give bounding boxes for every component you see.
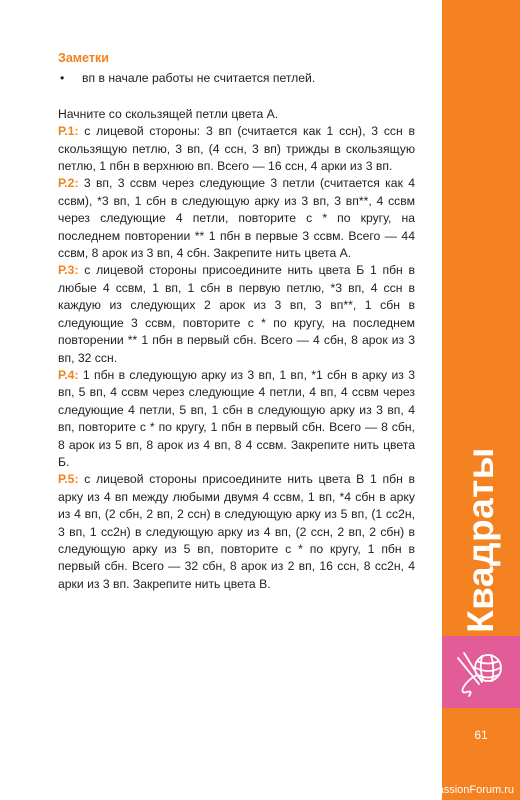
round-label: Р.2: <box>58 176 79 191</box>
round-text: с лицевой стороны: 3 вп (считается как 1 ссн), 3 ссн в скользящую петлю, 3 вп, (4 ссн, 3 вп) трижды в скользящую петлю, 1 пбн в верхнюю вп. Всего — 16 ссн, 4 арки из 3 вп. <box>58 124 415 174</box>
icon-box <box>442 636 520 708</box>
round-label: Р.5: <box>58 472 79 487</box>
round-label: Р.1: <box>58 124 79 139</box>
bullet-dot: • <box>60 71 65 86</box>
round-text: с лицевой стороны присоедините нить цвета Б 1 пбн в любые 4 ссвм, 1 вп, 1 сбн в первую петлю, *3 вп, 4 ссн в каждую из следующих 2 арок из 3 вп, 3 вп**, 1 сбн в следующие 3 ссвм, повторите с * по кругу, на последнем повторении ** 1 пбн в первый сбн. Всего — 4 сбн, 8 арок из 3 вп, 32 ссн. <box>58 263 415 365</box>
intro-text: Начните со скользящей петли цвета А. <box>58 106 279 121</box>
notes-bullet <box>58 70 415 87</box>
notes-heading: Заметки <box>58 51 109 65</box>
section-title: Квадраты <box>460 447 501 633</box>
round-label: Р.4: <box>58 367 79 382</box>
yarn-ball-icon <box>455 644 507 700</box>
round-5 <box>58 471 415 593</box>
round-text: 3 вп, 3 ссвм через следующие 3 петли (считается как 4 ссвм), *3 вп, 1 сбн в следующую арку из 3 вп, 3 вп**, 4 ссвм через следующие 4 петли, повторите с * по кругу, на последнем повторении ** 1 пбн в первые 3 ссвм. Всего — 44 ссвм, 8 арок из 3 вп, 4 сбн. Закрепите нить цвета А. <box>58 176 415 261</box>
watermark: PassionForum.ru <box>430 784 514 796</box>
round-text: с лицевой стороны присоедините нить цвета В 1 пбн в арку из 4 вп между любыми двумя 4 ссвм, 1 вп, *4 сбн в арку из 4 вп, (2 сбн, 2 вп, 2 ссн) в следующую арку из 5 вп, (1 сс2н, 3 вп, 1 сс2н) в следующую арку из 4 вп, (2 ссн, 2 вп, 2 сбн) в следующую арку из 5 вп, повторите с * по кругу, 1 пбн в первый сбн. Всего — 32 сбн, 8 арок из 2 вп, 16 ссн, 8 сс2н, 4 арки из 3 вп. Закрепите нить цвета В. <box>58 472 415 591</box>
page-number: 61 <box>474 728 488 742</box>
page-content <box>58 50 415 593</box>
round-2 <box>58 175 415 262</box>
round-label: Р.3: <box>58 263 79 278</box>
round-3 <box>58 262 415 366</box>
round-1 <box>58 123 415 175</box>
notes-bullet-text: вп в начале работы не считается петлей. <box>82 71 316 86</box>
round-4 <box>58 367 415 471</box>
round-text: 1 пбн в следующую арку из 3 вп, 1 вп, *1 сбн в арку из 3 вп, 5 вп, 4 ссвм через следующие 4 петли, 4 вп, 4 ссвм через следующие 4 петли, 5 вп, 1 сбн в следующую арку из 3 вп, 4 вп, повторите с * по кругу, 1 пбн в первый сбн. Всего — 8 сбн, 8 арок из 5 вп, 8 арок из 4 вп, 8 4 ссвм. Закрепите нить цвета Б. <box>58 367 415 469</box>
